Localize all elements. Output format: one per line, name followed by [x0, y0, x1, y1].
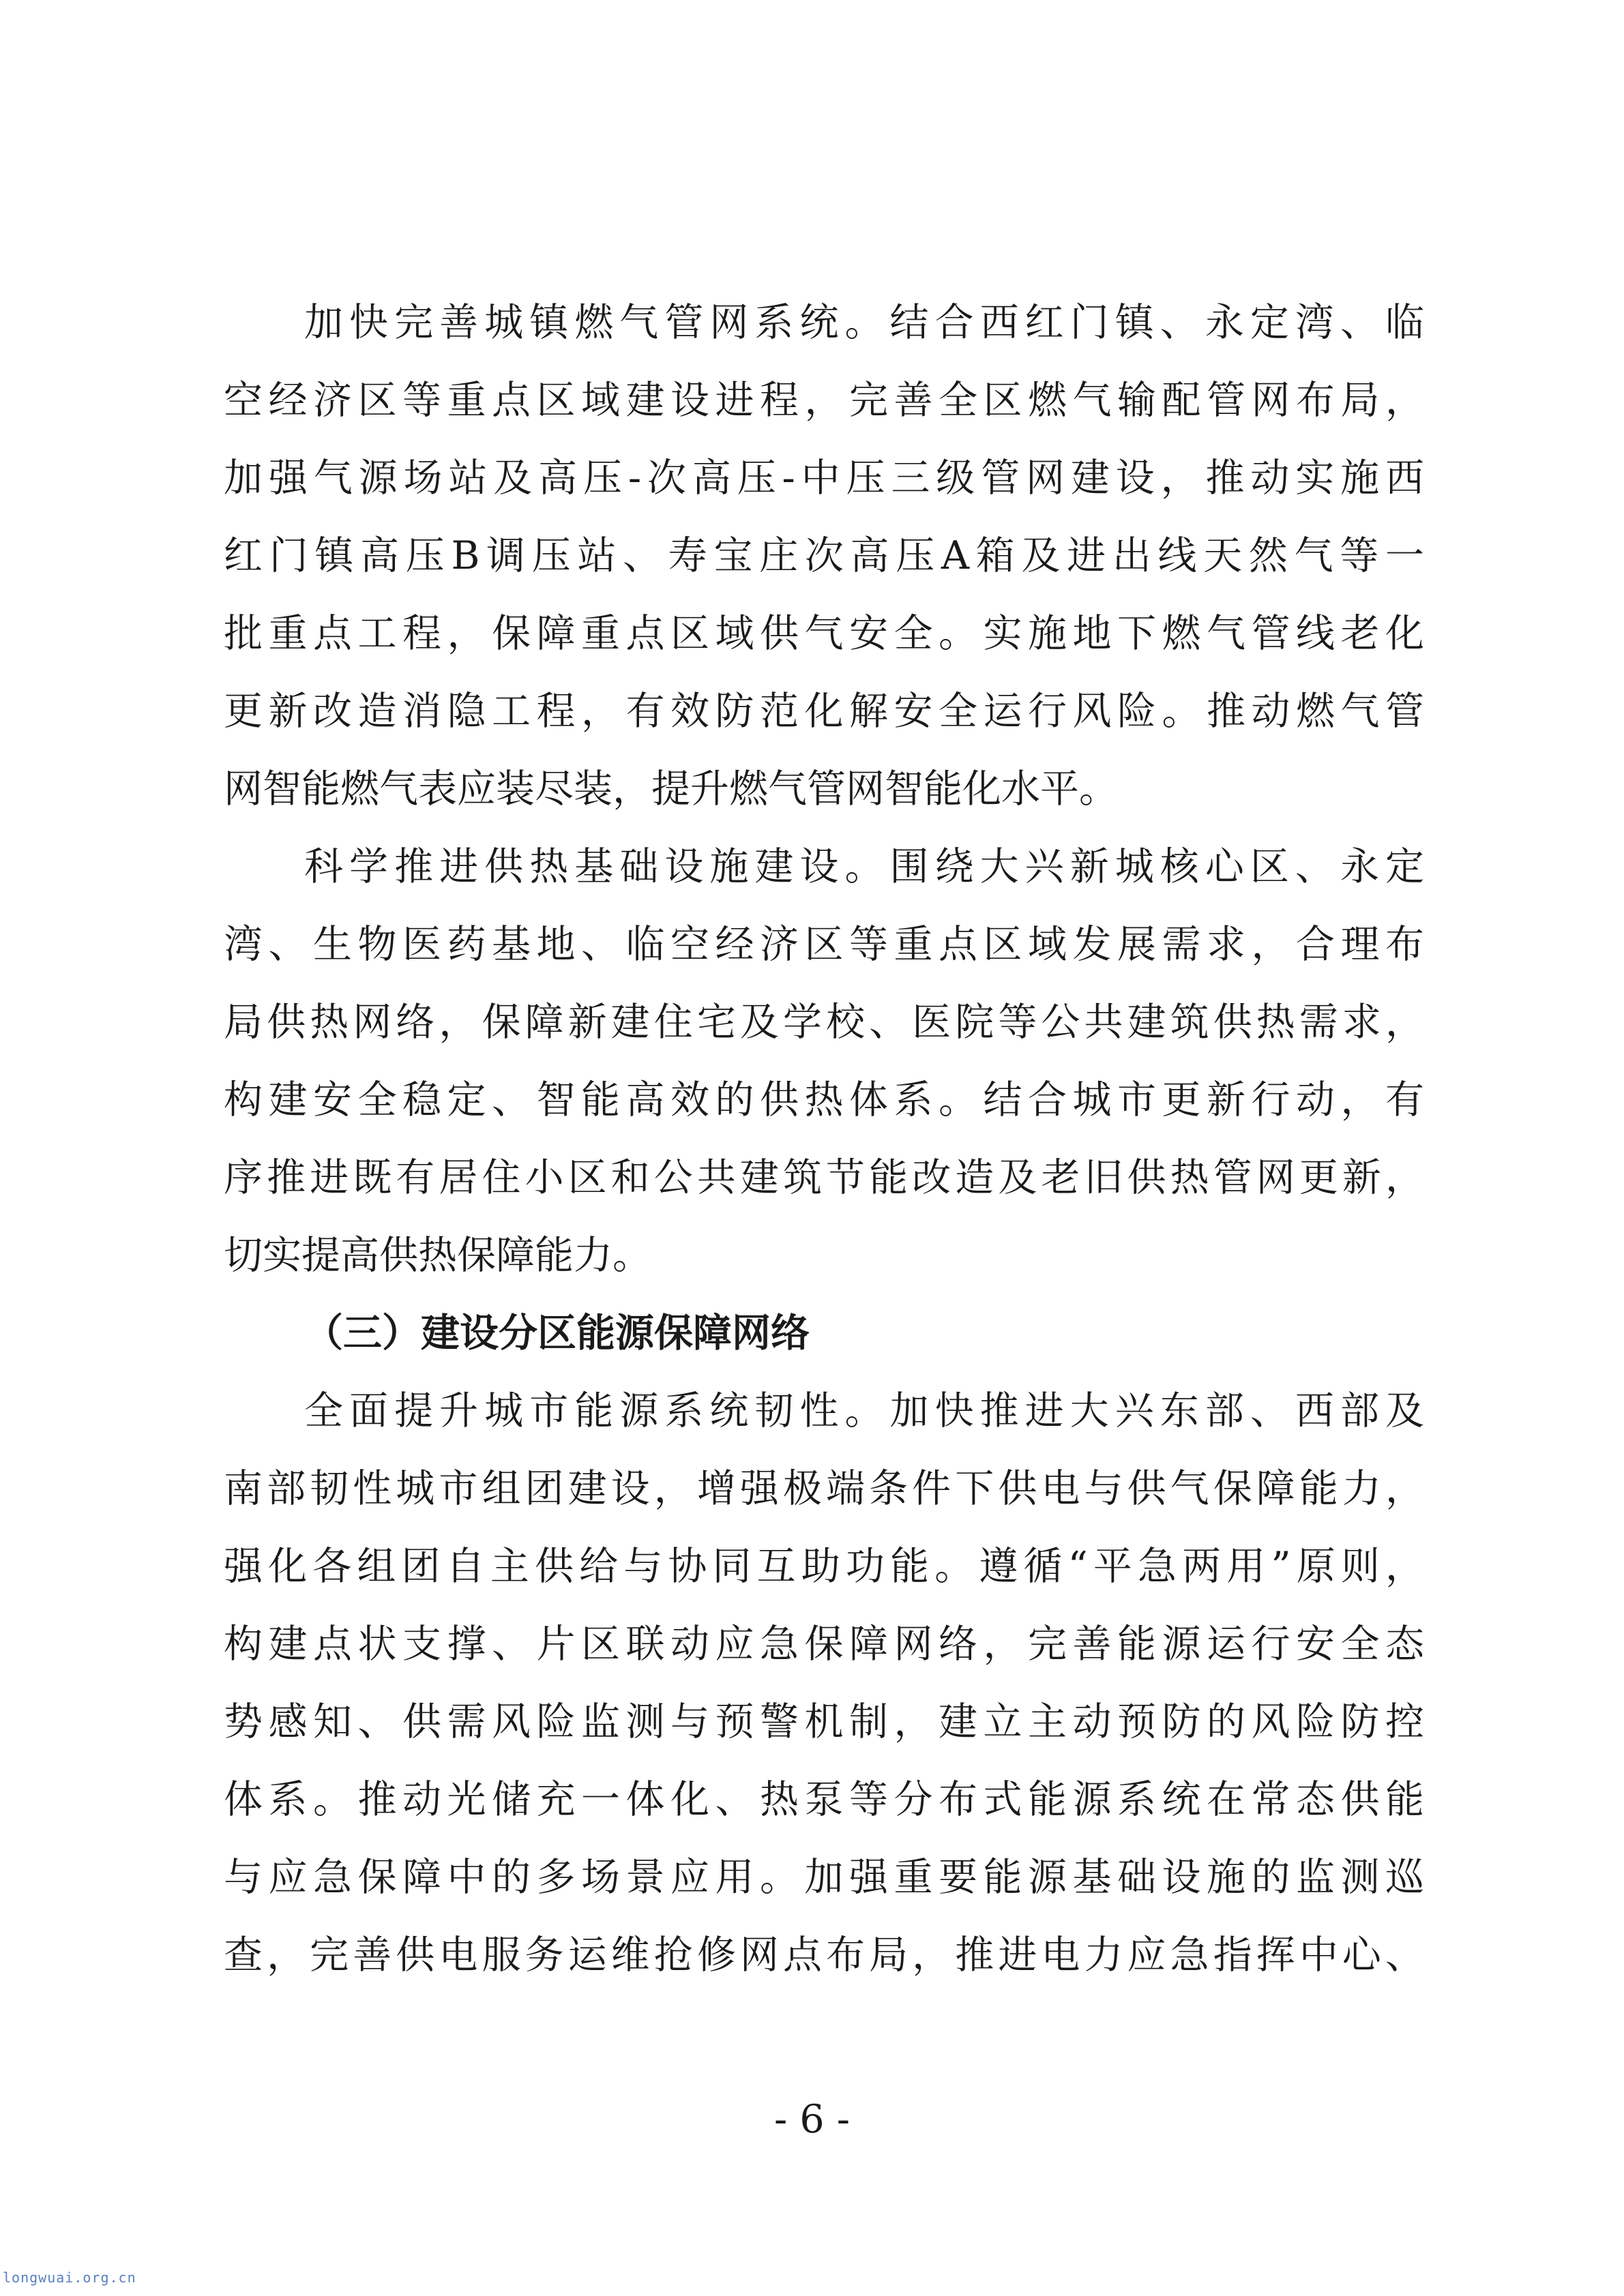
text-line: 加强气源场站及高压-次高压-中压三级管网建设，推动实施西	[224, 456, 1424, 501]
section-heading: （三）建设分区能源保障网络	[304, 1310, 810, 1356]
text-line: 空经济区等重点区域建设进程，完善全区燃气输配管网布局，	[224, 378, 1424, 423]
text-line: 查，完善供电服务运维抢修网点布局，推进电力应急指挥中心、	[224, 1933, 1424, 1978]
text-line: 体系。推动光储充一体化、热泵等分布式能源系统在常态供能	[224, 1777, 1424, 1822]
text-line: 湾、生物医药基地、临空经济区等重点区域发展需求，合理布	[224, 922, 1424, 967]
text-line: 南部韧性城市组团建设，增强极端条件下供电与供气保障能力，	[224, 1466, 1424, 1511]
text-line: 更新改造消隐工程，有效防范化解安全运行风险。推动燃气管	[224, 689, 1424, 734]
text-line: 切实提高供热保障能力。	[224, 1233, 651, 1278]
watermark: longwuai.org.cn	[3, 2269, 136, 2286]
text-line: 势感知、供需风险监测与预警机制，建立主动预防的风险防控	[224, 1699, 1424, 1744]
text-line: 构建点状支撑、片区联动应急保障网络，完善能源运行安全态	[224, 1622, 1424, 1667]
text-line: 全面提升城市能源系统韧性。加快推进大兴东部、西部及	[304, 1388, 1424, 1433]
text-line: 构建安全稳定、智能高效的供热体系。结合城市更新行动，有	[224, 1077, 1424, 1122]
text-line: 局供热网络，保障新建住宅及学校、医院等公共建筑供热需求，	[224, 1000, 1424, 1045]
text-line: 与应急保障中的多场景应用。加强重要能源基础设施的监测巡	[224, 1855, 1424, 1900]
text-line: 序推进既有居住小区和公共建筑节能改造及老旧供热管网更新，	[224, 1155, 1424, 1200]
page-number: - 6 -	[773, 2097, 851, 2142]
text-line: 科学推进供热基础设施建设。围绕大兴新城核心区、永定	[304, 844, 1424, 889]
text-line: 批重点工程，保障重点区域供气安全。实施地下燃气管线老化	[224, 611, 1424, 656]
text-line: 红门镇高压B调压站、寿宝庄次高压A箱及进出线天然气等一	[224, 533, 1424, 578]
text-line: 强化各组团自主供给与协同互助功能。遵循“平急两用”原则，	[224, 1544, 1424, 1589]
text-line: 网智能燃气表应装尽装，提升燃气管网智能化水平。	[224, 766, 1118, 811]
text-line: 加快完善城镇燃气管网系统。结合西红门镇、永定湾、临	[304, 300, 1424, 345]
